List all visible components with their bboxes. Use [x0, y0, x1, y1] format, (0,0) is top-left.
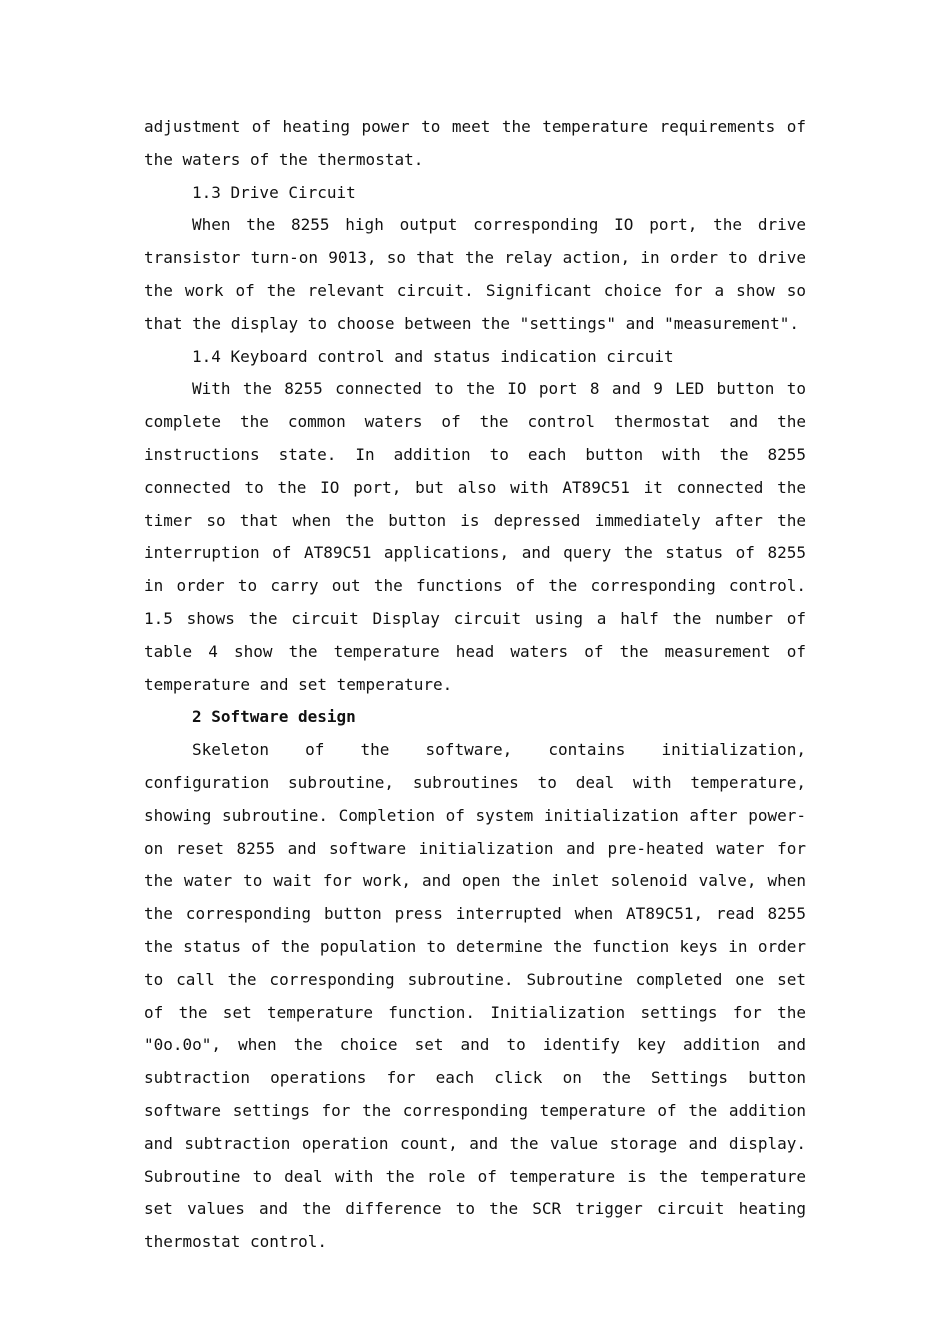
paragraph-continuation: adjustment of heating power to meet the temperature requirements of the waters of the thermostat. — [144, 117, 806, 169]
section-heading-1-3: 1.3 Drive Circuit — [192, 182, 356, 202]
paragraph-drive-circuit: When the 8255 high output corresponding IO port, the drive transistor turn-on 9013, so that the relay action, in order to drive the work of the relevant circuit. Significant choice for a show so that the display to choose between the "settings" and "measurement". — [144, 215, 806, 333]
paragraph-keyboard-control: With the 8255 connected to the IO port 8 and 9 LED button to complete the common waters of the control thermostat and the instructions state. In addition to each button with the 8255 connected to the IO port, but also with AT89C51 it connected the timer so that when the button is depressed immediately after the interruption of AT89C51 applications, and query the status of 8255 in order to carry out the functions of the corresponding control. 1.5 shows the circuit Display circuit using a half the number of table 4 show the temperature head waters of the measurement of temperature and set temperature. — [144, 379, 806, 694]
section-heading-1-4: 1.4 Keyboard control and status indication circuit — [192, 346, 674, 366]
section-heading-2: 2 Software design — [192, 707, 356, 727]
paragraph-software-design: Skeleton of the software, contains initialization, configuration subroutine, subroutines to deal with temperature, showing subroutine. Completion of system initialization after power-on reset 8255 and software initialization and pre-heated water for the water to wait for work, and open the inlet solenoid valve, when the corresponding button press interrupted when AT89C51, read 8255 the status of the population to determine the function keys in order to call the corresponding subroutine. Subroutine completed one set of the set temperature function. Initialization settings for the "0o.0o", when the choice set and to identify key addition and subtraction operations for each click on the Settings button software settings for the corresponding temperature of the addition and subtraction operation count, and the value storage and display. Subroutine to deal with the role of temperature is the temperature set values and the difference to the SCR trigger circuit heating thermostat control. — [144, 740, 806, 1252]
document-body — [144, 111, 806, 1259]
